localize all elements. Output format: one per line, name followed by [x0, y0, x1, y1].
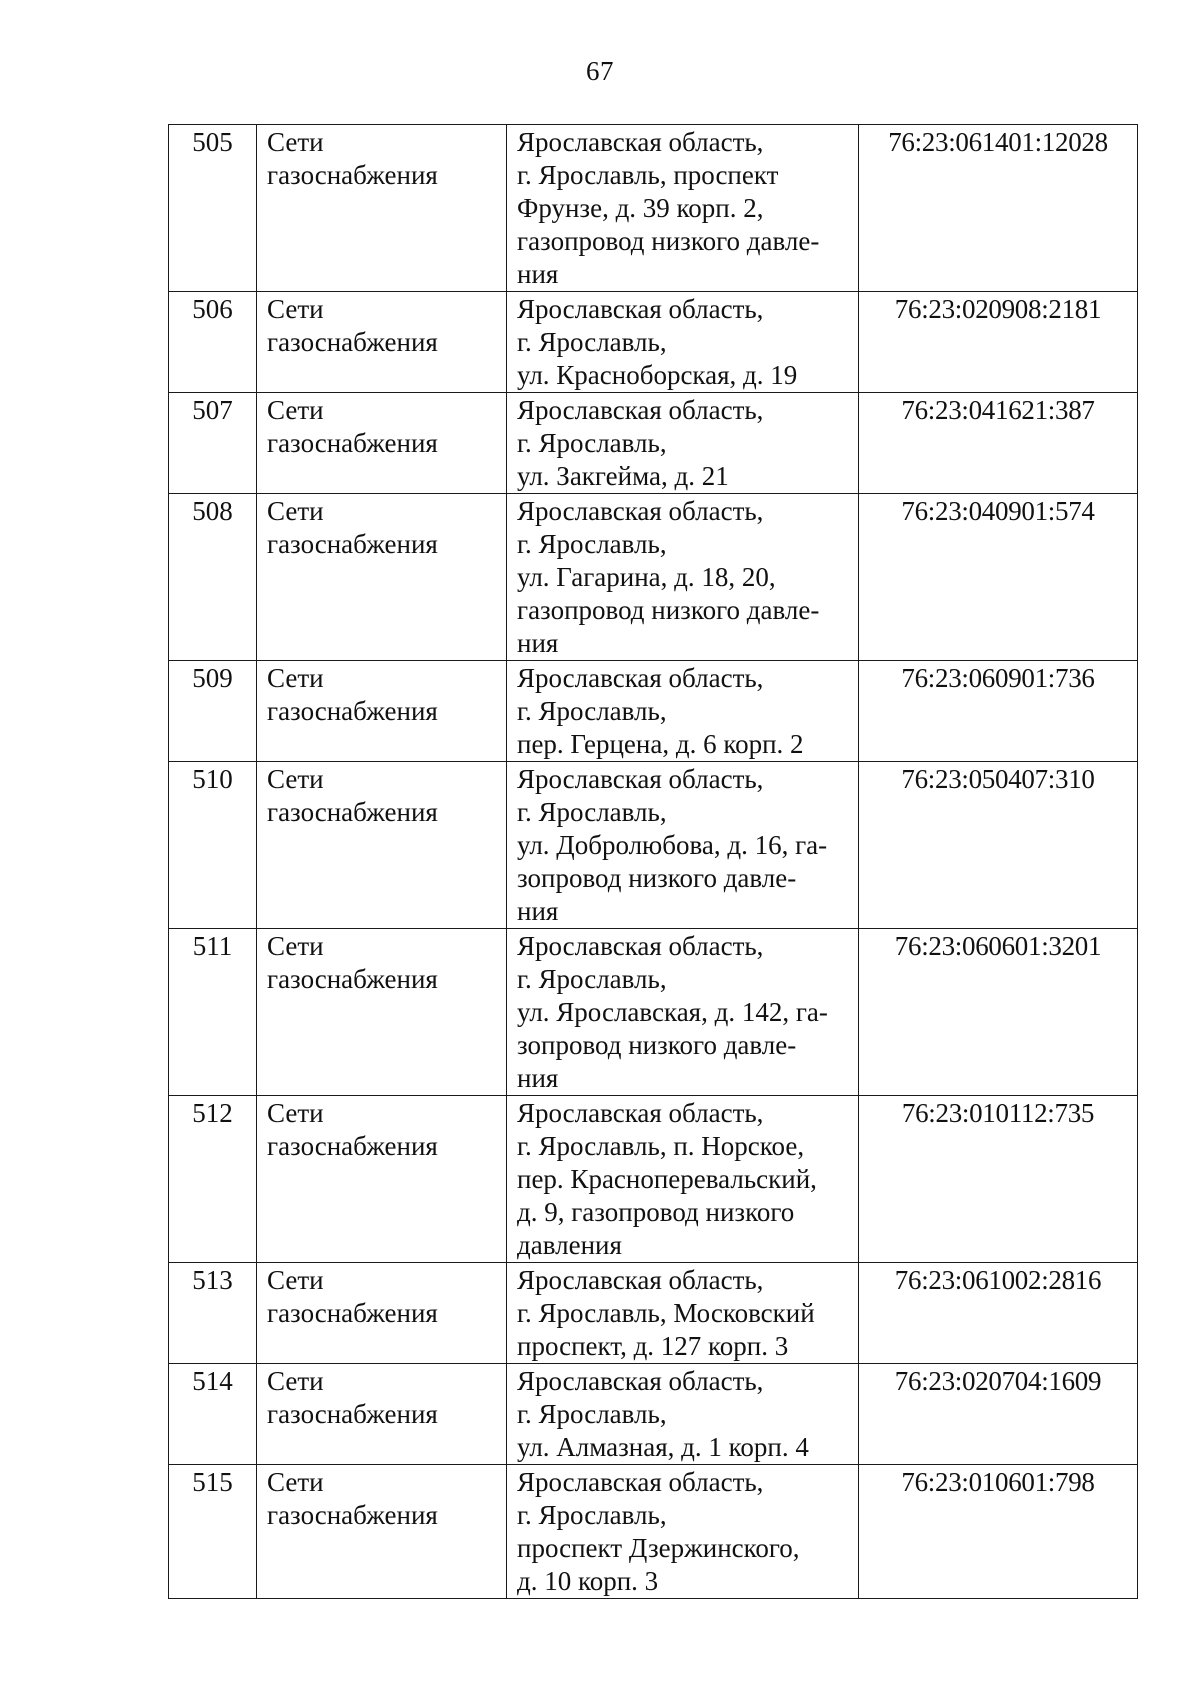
cadastral-number-cell: 76:23:020908:2181 — [859, 292, 1138, 393]
address-line: г. Ярославль, — [517, 1500, 667, 1530]
address-line: Ярославская область, — [517, 1098, 764, 1128]
object-name-line: Сети — [267, 127, 324, 157]
table-row — [169, 661, 1138, 762]
address-line: Ярославская область, — [517, 496, 764, 526]
cadastral-number-cell: 76:23:050407:310 — [859, 762, 1138, 929]
object-name-line: газоснабжения — [267, 1500, 438, 1530]
address-cell — [507, 1096, 859, 1263]
address-line: ул. Алмазная, д. 1 корп. 4 — [517, 1432, 809, 1462]
address-line: зопровод низкого давле- — [517, 1030, 797, 1060]
row-number-cell: 515 — [169, 1465, 257, 1599]
cadastral-number-cell: 76:23:061401:12028 — [859, 125, 1138, 292]
object-name-line: газоснабжения — [267, 428, 438, 458]
cadastral-number-cell: 76:23:020704:1609 — [859, 1364, 1138, 1465]
cadastral-number-cell: 76:23:010601:798 — [859, 1465, 1138, 1599]
address-line: ния — [517, 896, 559, 926]
object-name-line: Сети — [267, 1366, 324, 1396]
address-line: ния — [517, 628, 559, 658]
object-name-cell — [257, 125, 507, 292]
registry-table — [168, 124, 1138, 1599]
table-row — [169, 494, 1138, 661]
object-name-line: газоснабжения — [267, 1131, 438, 1161]
address-line: зопровод низкого давле- — [517, 863, 797, 893]
object-name-line: газоснабжения — [267, 1399, 438, 1429]
address-cell — [507, 762, 859, 929]
object-name-line: газоснабжения — [267, 327, 438, 357]
address-line: г. Ярославль, п. Норское, — [517, 1131, 805, 1161]
address-line: г. Ярославль, — [517, 696, 667, 726]
address-line: пер. Герцена, д. 6 корп. 2 — [517, 729, 804, 759]
row-number-cell: 509 — [169, 661, 257, 762]
object-name-line: Сети — [267, 1098, 324, 1128]
address-line: Ярославская область, — [517, 1366, 764, 1396]
object-name-line: газоснабжения — [267, 1298, 438, 1328]
object-name-cell — [257, 661, 507, 762]
table-row — [169, 1096, 1138, 1263]
address-line: Ярославская область, — [517, 663, 764, 693]
address-line: пер. Красноперевальский, — [517, 1164, 817, 1194]
address-cell — [507, 393, 859, 494]
address-line: Ярославская область, — [517, 764, 764, 794]
address-cell — [507, 1465, 859, 1599]
row-number-cell: 512 — [169, 1096, 257, 1263]
row-number-cell: 510 — [169, 762, 257, 929]
address-line: г. Ярославль, — [517, 1399, 667, 1429]
object-name-line: газоснабжения — [267, 964, 438, 994]
row-number-cell: 513 — [169, 1263, 257, 1364]
address-line: Ярославская область, — [517, 931, 764, 961]
table-row — [169, 292, 1138, 393]
address-line: ул. Добролюбова, д. 16, га- — [517, 830, 828, 860]
object-name-line: газоснабжения — [267, 797, 438, 827]
table-row — [169, 929, 1138, 1096]
object-name-line: Сети — [267, 294, 324, 324]
address-cell — [507, 929, 859, 1096]
row-number-cell: 511 — [169, 929, 257, 1096]
table-row — [169, 1465, 1138, 1599]
address-line: газопровод низкого давле- — [517, 595, 820, 625]
address-line: д. 10 корп. 3 — [517, 1566, 659, 1596]
object-name-cell — [257, 1364, 507, 1465]
object-name-line: газоснабжения — [267, 160, 438, 190]
address-line: ул. Красноборская, д. 19 — [517, 360, 798, 390]
cadastral-number-cell: 76:23:010112:735 — [859, 1096, 1138, 1263]
address-line: г. Ярославль, проспект — [517, 160, 779, 190]
object-name-cell — [257, 292, 507, 393]
address-line: ул. Ярославская, д. 142, га- — [517, 997, 828, 1027]
object-name-cell — [257, 762, 507, 929]
table-row — [169, 762, 1138, 929]
table-row — [169, 1364, 1138, 1465]
object-name-line: Сети — [267, 931, 324, 961]
address-line: Ярославская область, — [517, 1265, 764, 1295]
table-row — [169, 125, 1138, 292]
address-line: ния — [517, 1063, 559, 1093]
page-number: 67 — [586, 56, 614, 86]
table-row — [169, 393, 1138, 494]
address-line: ния — [517, 259, 559, 289]
cadastral-number-cell: 76:23:060901:736 — [859, 661, 1138, 762]
address-line: давления — [517, 1230, 622, 1260]
row-number-cell: 508 — [169, 494, 257, 661]
cadastral-number-cell: 76:23:041621:387 — [859, 393, 1138, 494]
address-line: г. Ярославль, — [517, 797, 667, 827]
cadastral-number-cell: 76:23:040901:574 — [859, 494, 1138, 661]
object-name-cell — [257, 494, 507, 661]
address-line: проспект, д. 127 корп. 3 — [517, 1331, 789, 1361]
cadastral-number-cell: 76:23:060601:3201 — [859, 929, 1138, 1096]
registry-table-body — [169, 125, 1138, 1599]
address-line: г. Ярославль, Московский — [517, 1298, 815, 1328]
object-name-line: газоснабжения — [267, 696, 438, 726]
address-line: Ярославская область, — [517, 395, 764, 425]
address-line: ул. Гагарина, д. 18, 20, — [517, 562, 776, 592]
address-line: газопровод низкого давле- — [517, 226, 820, 256]
object-name-line: Сети — [267, 764, 324, 794]
address-line: г. Ярославль, — [517, 964, 667, 994]
address-line: д. 9, газопровод низкого — [517, 1197, 795, 1227]
address-line: ул. Закгейма, д. 21 — [517, 461, 729, 491]
object-name-line: газоснабжения — [267, 529, 438, 559]
address-cell — [507, 125, 859, 292]
object-name-line: Сети — [267, 663, 324, 693]
address-cell — [507, 661, 859, 762]
table-row — [169, 1263, 1138, 1364]
cadastral-number-cell: 76:23:061002:2816 — [859, 1263, 1138, 1364]
address-cell — [507, 1263, 859, 1364]
address-cell — [507, 494, 859, 661]
address-line: Фрунзе, д. 39 корп. 2, — [517, 193, 764, 223]
row-number-cell: 514 — [169, 1364, 257, 1465]
address-line: г. Ярославль, — [517, 529, 667, 559]
object-name-line: Сети — [267, 1467, 324, 1497]
address-line: г. Ярославль, — [517, 428, 667, 458]
object-name-cell — [257, 1096, 507, 1263]
object-name-line: Сети — [267, 496, 324, 526]
object-name-line: Сети — [267, 1265, 324, 1295]
address-line: Ярославская область, — [517, 1467, 764, 1497]
row-number-cell: 505 — [169, 125, 257, 292]
object-name-cell — [257, 1465, 507, 1599]
address-line: г. Ярославль, — [517, 327, 667, 357]
address-cell — [507, 292, 859, 393]
object-name-cell — [257, 1263, 507, 1364]
address-cell — [507, 1364, 859, 1465]
address-line: Ярославская область, — [517, 294, 764, 324]
object-name-cell — [257, 929, 507, 1096]
address-line: Ярославская область, — [517, 127, 764, 157]
object-name-cell — [257, 393, 507, 494]
row-number-cell: 506 — [169, 292, 257, 393]
address-line: проспект Дзержинского, — [517, 1533, 800, 1563]
object-name-line: Сети — [267, 395, 324, 425]
row-number-cell: 507 — [169, 393, 257, 494]
